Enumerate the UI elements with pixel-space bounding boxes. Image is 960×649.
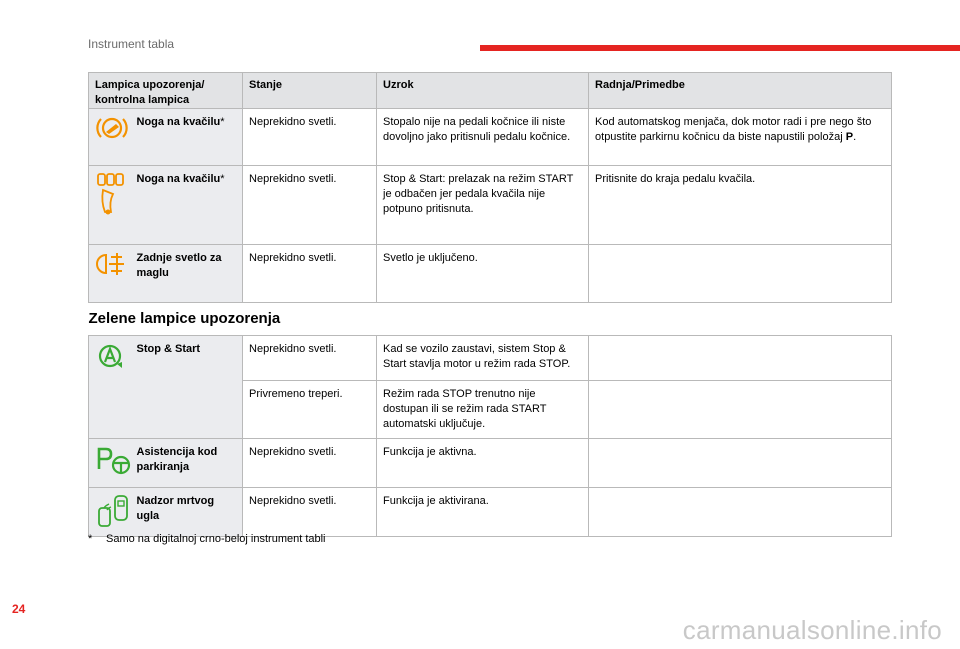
lamp-name: Noga na kvačilu*	[131, 166, 243, 245]
cause-cell: Svetlo je uključeno.	[377, 245, 589, 303]
park-assist-icon	[89, 439, 131, 488]
cause-cell: Funkcija je aktivirana.	[377, 488, 589, 537]
footnote-star: *	[88, 533, 93, 545]
state-cell: Neprekidno svetli.	[243, 245, 377, 303]
action-cell	[589, 488, 892, 537]
page-header-title: Instrument tabla	[88, 37, 175, 51]
table-row	[89, 166, 892, 245]
page-number: 24	[12, 602, 26, 616]
action-cell	[589, 245, 892, 303]
lamp-name: Nadzor mrtvog ugla	[131, 488, 243, 537]
action-cell	[589, 336, 892, 381]
column-header-lamp: Lampica upozorenja/ kontrolna lampica	[89, 73, 243, 109]
cause-cell: Kad se vozilo zaustavi, sistem Stop & Start stavlja motor u režim rada STOP.	[377, 336, 589, 381]
lamp-name: Zadnje svetlo za maglu	[131, 245, 243, 303]
action-cell	[589, 381, 892, 439]
stop-start-icon	[89, 336, 131, 439]
action-cell	[589, 439, 892, 488]
table-row	[89, 245, 892, 303]
action-cell: Pritisnite do kraja pedalu kvačila.	[589, 166, 892, 245]
warning-lamps-table	[88, 72, 892, 537]
state-cell: Neprekidno svetli.	[243, 439, 377, 488]
table-row	[89, 488, 892, 537]
action-cell: Kod automatskog menjača, dok motor radi i pre nego što otpustite parkirnu kočnicu da biste napustili položaj P.	[589, 109, 892, 166]
state-cell: Neprekidno svetli.	[243, 109, 377, 166]
state-cell: Privremeno treperi.	[243, 381, 377, 439]
cause-cell: Režim rada STOP trenutno nije dostupan ili se režim rada START automatski uključuje.	[377, 381, 589, 439]
state-cell: Neprekidno svetli.	[243, 336, 377, 381]
table-header-row	[89, 73, 892, 109]
footnote	[88, 533, 326, 545]
section-title: Zelene lampice upozorenja	[89, 303, 892, 336]
lamp-name: Asistencija kod parkiranja	[131, 439, 243, 488]
cause-cell: Stopalo nije na pedali kočnice ili niste dovoljno jako pritisnuli pedalu kočnice.	[377, 109, 589, 166]
cause-cell: Stop & Start: prelazak na režim START je odbačen jer pedala kvačila nije potpuno pritisnuta.	[377, 166, 589, 245]
header-accent-bar	[480, 45, 960, 51]
table-row	[89, 439, 892, 488]
column-header-cause: Uzrok	[377, 73, 589, 109]
brake-pedal-warning-icon	[89, 109, 131, 166]
table-row	[89, 109, 892, 166]
cause-cell: Funkcija je aktivna.	[377, 439, 589, 488]
column-header-state: Stanje	[243, 73, 377, 109]
state-cell: Neprekidno svetli.	[243, 488, 377, 537]
state-cell: Neprekidno svetli.	[243, 166, 377, 245]
section-row	[89, 303, 892, 336]
lamp-name: Stop & Start	[131, 336, 243, 439]
column-header-action: Radnja/Primedbe	[589, 73, 892, 109]
blind-spot-icon	[89, 488, 131, 537]
lamp-name: Noga na kvačilu*	[131, 109, 243, 166]
footnote-text: Samo na digitalnoj crno-beloj instrument tabli	[106, 533, 326, 545]
clutch-pedal-icon	[89, 166, 131, 245]
table-row	[89, 336, 892, 381]
rear-fog-light-icon	[89, 245, 131, 303]
watermark: carmanualsonline.info	[682, 615, 942, 645]
